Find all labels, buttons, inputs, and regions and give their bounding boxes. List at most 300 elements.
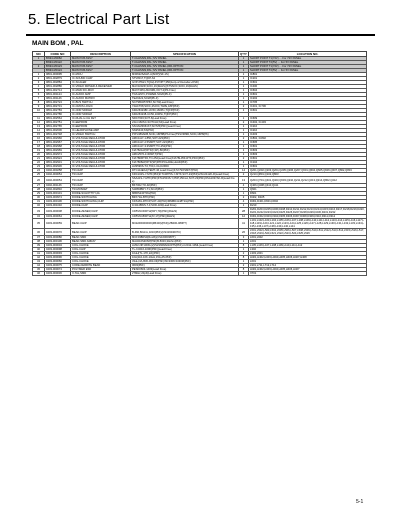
cell-no: 11 <box>33 117 45 121</box>
cell-specification: CD5V6C800TH(AY,17)(PbF)(RoHS) <box>131 215 239 219</box>
cell-specification: KIA7821AP,RTF(F,SP)-80(PbF) <box>131 149 239 153</box>
cell-specification: 10uH(TL-17K,2A)(PbF) <box>131 252 239 256</box>
cell-description: IC-CDR SDRAM <box>71 113 131 117</box>
cell-specification: MAX7445,HSC9M1,OCT-2(Pb-Free) <box>131 89 239 93</box>
cell-no: 8 <box>33 101 45 105</box>
cell-qty: 1 <box>239 65 249 69</box>
cell-no: 1 <box>33 73 45 77</box>
cell-qty: 1 <box>239 89 249 93</box>
cell-location: L101,L102,L103,L104,L105,L106,L107,L108,L109,L110,L111,L112,L113,L114,L115,L116,L117,L118,L119,L120,L121,L122,L123,L124,L125,L126,L127,L128,L129,L130,L131,L132,L133,L134,L135,L136,L137,L138,L139,L140,L141 <box>249 219 367 229</box>
cell-qty: 1 <box>239 204 249 208</box>
cell-qty: 13 <box>239 177 249 184</box>
cell-no: 43 <box>33 260 45 264</box>
cell-code-no: 0403-000070 <box>45 229 71 236</box>
cell-description: MAIN PCB ASSY <box>71 57 131 61</box>
cell-specification: MCE00D000030(ZB400)(PbF)(ZB400-080PT) <box>131 219 239 229</box>
page-number: 5-1 <box>356 499 364 505</box>
cell-qty: 1 <box>239 109 249 113</box>
cell-qty: 2 <box>239 121 249 125</box>
cell-description: BEAD-SMD ARRAY <box>71 240 131 244</box>
cell-description: IC-VIDEO SWITCH <box>71 133 131 137</box>
cell-code-no: 0801-001124 <box>45 93 71 97</box>
cell-no: 44 <box>33 264 45 268</box>
cell-location: IC603 <box>249 149 367 153</box>
cell-qty: 1 <box>239 192 249 196</box>
cell-specification: 24LC160SC-SOTCLR,64(Lead Free) <box>131 121 239 125</box>
cell-no: 39 <box>33 244 45 248</box>
cell-location: L601,L602 <box>249 236 367 240</box>
cell-description: IC-VOLTAGE REGULATOR <box>71 149 131 153</box>
cell-code-no: 0801-002884 <box>45 81 71 85</box>
cell-qty: 2 <box>239 105 249 109</box>
cell-location: L501,L502,L503,L504,L505,L506,L507,L508,L509,L510,L511,L512,L513,L514,L515,L516,L517,L518,L519,L520,L521,L522,L523,L524,L525,L526 <box>249 229 367 236</box>
cell-no: 23 <box>33 165 45 169</box>
cell-qty: 8 <box>239 244 249 248</box>
cell-specification: 74HCT08,SOIC,2SOIC,TAPE,18P(PbF) <box>131 105 239 109</box>
cell-code-no: 0403-000093 <box>45 252 71 256</box>
cell-description: IC-HEADPHONE AMP <box>71 129 131 133</box>
cell-code-no: BN94-M0124 <box>45 69 71 73</box>
cell-location: D301,D401,D601,D602 <box>249 200 367 204</box>
cell-code-no: 0403-000080 <box>45 236 71 240</box>
cell-no: 1 <box>33 57 45 61</box>
header-location-no: LOCATION NO. <box>249 52 367 57</box>
cell-code-no: 0801-002931 <box>45 161 71 165</box>
cell-specification: KIA7808AP,RTF(SP)RTFPOLADE,LEAD(PbF) <box>131 161 239 165</box>
cell-qty: 1 <box>239 97 249 101</box>
cell-qty: 1 <box>239 141 249 145</box>
cell-location: H401,H402,H403,H404,H405,H406,H407,H408 <box>249 256 367 260</box>
cell-qty: 26 <box>239 229 249 236</box>
cell-code-no: 0801-002751 <box>45 121 71 125</box>
cell-qty: 1 <box>239 129 249 133</box>
cell-description: DIODE-CHIP <box>71 204 131 208</box>
cell-location: IC603 <box>249 153 367 157</box>
cell-location: IC402, IC403 <box>249 121 367 125</box>
cell-specification: AMC1117-2.5SMPT,SOT-223(PbF) <box>131 141 239 145</box>
cell-description: MAIN PCB ASSY <box>71 61 131 65</box>
cell-location: IC601 <box>249 165 367 169</box>
cell-specification: 0603(PbF) <box>131 264 239 268</box>
cell-description: COIL-CHOKE <box>71 260 131 264</box>
cell-specification: K4D263238-UC50,100Pin,TQFP(PbF) <box>131 113 239 117</box>
cell-code-no: 0801-002748 <box>45 133 71 137</box>
cell-specification: MCF03B0S0(RoHS)(CS16060387T) <box>131 236 239 240</box>
cell-code-no: 0402-000054 <box>45 177 71 184</box>
cell-description: TR-CHIP <box>71 173 131 177</box>
parts-table-body <box>33 57 367 276</box>
cell-no: 15 <box>33 133 45 137</box>
cell-qty: 1 <box>239 61 249 65</box>
cell-location: H401,H402,H403,H404,H405,H406,H407 <box>249 268 367 272</box>
cell-specification: NC7SB3257P6X,SC70(Lead Free) <box>131 101 239 105</box>
cell-code-no: 0402-000054 <box>45 173 71 177</box>
cell-specification: GVP-PW21,TQG(LP-POP?,350(1en)+V-Decoder+OSD) <box>131 81 239 85</box>
cell-no: 22 <box>33 161 45 165</box>
cell-description: IC-SCALER <box>71 81 131 85</box>
cell-no: 42 <box>33 256 45 260</box>
cell-specification: KIA78DRTPA,TO-252(Lead Free)KIA78L05F-RTF,PDO(PbF) <box>131 157 239 161</box>
cell-specification: K4D263238F-UC50,160Pin,TQFP(PbF) <box>131 109 239 113</box>
cell-description: DIODE-SWITCHING,CHIP <box>71 200 131 204</box>
cell-description: TR-CHIP <box>71 177 131 184</box>
cell-qty: 1 <box>239 161 249 165</box>
header-qty: Q'TY <box>240 51 247 56</box>
cell-description: POLYMER ESD <box>71 268 131 272</box>
cell-no: 19 <box>33 149 45 153</box>
cell-no: 6 <box>33 93 45 97</box>
cell-no: 20 <box>33 153 45 157</box>
cell-code-no: 0403-000066 <box>45 260 71 264</box>
cell-description: BEAD-CHIP <box>71 219 131 229</box>
cell-specification: LM2596S-T.0,T60,1.0A,D2PAK <box>131 165 239 169</box>
title-rule <box>26 34 375 36</box>
cell-description: COIL-CHOKE <box>71 244 131 248</box>
cell-code-no: 0403-000131 <box>45 192 71 196</box>
cell-location: IC202 <box>249 97 367 101</box>
cell-code-no: 0801-002969 <box>45 149 71 153</box>
cell-specification: PIXV389ADB,SOIC,16P8B(Pb-Free)TSSV389D,SOIC,16P8(Pb) <box>131 133 239 137</box>
cell-location: IC609 <box>249 117 367 121</box>
cell-qty: 1 <box>239 117 249 121</box>
cell-specification: B-460,80ohm,3216(PbF)(CS31604007C) <box>131 229 239 236</box>
cell-specification: BK7002,TO-92(PbF) <box>131 184 239 188</box>
cell-specification: T-CHASSIS,PAL,72V PANEL <box>131 61 239 65</box>
cell-location: IC802, IC802 <box>249 137 367 141</box>
cell-location: Q203,Q701,Q401,Q403,Q603,Q210,Q211,Q212,Q213,Q214,Q802,Q412 <box>249 177 367 184</box>
cell-qty: 1 <box>239 125 249 129</box>
cell-location: L302 <box>249 248 367 252</box>
cell-description: IC-EEPROM <box>71 121 131 125</box>
cell-specification: KRC102S-Y-MTF(PbF)KTC3875S-Y-MTK,SOT-23(PbF)/2SC2412K-R(Lead Free) <box>131 173 239 177</box>
cell-location: L105,L106,L107,L108,L109,L110,L111,L112 <box>249 244 367 248</box>
cell-qty: 1 <box>239 69 249 73</box>
cell-code-no: 0403-000004 <box>45 244 71 248</box>
cell-code-no: 0801-002564 <box>45 117 71 121</box>
cell-location: IC604 <box>249 89 367 93</box>
cell-code-no: BN94-M0122 <box>45 61 71 65</box>
cell-no: 18 <box>33 145 45 149</box>
cell-specification: M30622SAGP-A(SOP)(SF-1S) <box>131 73 239 77</box>
cell-qty: 1 <box>239 85 249 89</box>
cell-location: X701 <box>249 272 367 276</box>
cell-qty: 1 <box>239 149 249 153</box>
cell-specification: MBRS240T3G(PbF) <box>131 192 239 196</box>
cell-no: 45 <box>33 268 45 272</box>
cell-code-no: 0403-001040 <box>45 204 71 208</box>
cell-qty: 1 <box>239 188 249 192</box>
table-row <box>33 208 367 215</box>
cell-specification: SSOAM3661ST,SOT25(PbF)(Lead Free) <box>131 125 239 129</box>
cell-code-no: 0801-000095 <box>45 73 71 77</box>
cell-specification: SSA41S-Y-MTF(PbF)KTA1504S-Y,PNP,150mA,SOT-23(PbF)/2SA1037AK-R(Lead Free) <box>131 177 239 184</box>
cell-qty: 1 <box>239 153 249 157</box>
cell-description: IC-MICU <box>71 73 131 77</box>
cell-specification: AMC2576-3.3DSP,T(PbF) <box>131 153 239 157</box>
cell-code-no: 0801-002974 <box>45 153 71 157</box>
cell-location: L601 <box>249 240 367 244</box>
cell-description: DIODE-SWITCHING <box>71 196 131 200</box>
cell-description: MAIN PCB ASSY <box>71 65 131 69</box>
cell-qty: 8 <box>239 256 249 260</box>
cell-qty: 1 <box>239 165 249 169</box>
cell-description: COIL-CHOKE <box>71 256 131 260</box>
cell-specification: TEA6422,SO28(Pb-F) <box>131 97 239 101</box>
cell-description: IC-VOLTAGE REGULATOR <box>71 145 131 149</box>
cell-qty: 41 <box>239 219 249 229</box>
cell-description: TR-CHIP <box>71 184 131 188</box>
cell-no: 3 <box>33 81 45 85</box>
cell-code-no: 0403-000106 <box>45 240 71 244</box>
cell-qty: 2 <box>239 137 249 141</box>
cell-code-no: 0801-002967 <box>45 141 71 145</box>
cell-location: IC601 <box>249 145 367 149</box>
table-row <box>33 177 367 184</box>
cell-qty: 1 <box>239 133 249 137</box>
cell-no: 28 <box>33 188 45 192</box>
cell-no: 5 <box>33 89 45 93</box>
cell-code-no: 0801-002731 <box>45 105 71 109</box>
cell-specification: LM02-NP100KL(2)/SZ1608A0100TS(PbF)-C2012-10ML(Lead Free) <box>131 244 239 248</box>
cell-no: 33 <box>33 208 45 215</box>
cell-location: Q406,Q408,Q410,Q411 <box>249 184 367 188</box>
cell-location: D402, D405 <box>249 196 367 200</box>
cell-description: IC-VIDEO DRIVER & RECEIVER <box>71 85 131 89</box>
cell-qty: 2 <box>239 157 249 161</box>
cell-code-no: 0403-000075 <box>45 264 71 268</box>
cell-description: IC-BUS SWITCH <box>71 101 131 105</box>
cell-description: IC-CDR SDRAM <box>71 109 131 113</box>
cell-no: 7 <box>33 97 45 101</box>
cell-qty: 1 <box>239 57 249 61</box>
cell-qty: 2 <box>239 252 249 256</box>
cell-description: IC-EEPROM <box>71 125 131 129</box>
cell-no: 27 <box>33 184 45 188</box>
cell-no: 38 <box>33 240 45 244</box>
cell-description: COIL-CHIP <box>71 248 131 252</box>
cell-location: L601 <box>249 260 367 264</box>
cell-description: DIODE-ZENER,CHIP <box>71 208 131 215</box>
cell-description: IC-VOLTAGE REGULATOR <box>71 157 131 161</box>
cell-location: IC201 <box>249 77 367 81</box>
cell-description: IC-VOLTAGE REGULATOR <box>71 153 131 157</box>
cell-location: L901,L711,L712,L714 <box>249 264 367 268</box>
cell-qty: 1 <box>239 93 249 97</box>
cell-code-no: 0403-000036 <box>45 272 71 276</box>
cell-specification: SI4953BDY-T1,SO-8(PbF) <box>131 188 239 192</box>
cell-specification: 1N4148WS-7-F,SOD-323(Lead Free) <box>131 204 239 208</box>
cell-location: IC705 <box>249 101 367 105</box>
cell-description: IC-VOLTAGE REGULATOR <box>71 137 131 141</box>
cell-code-no: 0403-000059 <box>45 219 71 229</box>
cell-no: 34 <box>33 215 45 219</box>
cell-specification: NDC7003,SOT-6(Lead Free) <box>131 117 239 121</box>
cell-qty: 1 <box>239 248 249 252</box>
cell-location: D210 <box>249 204 367 208</box>
cell-specification: BZX71H-BTK(PbF) <box>131 196 239 200</box>
cell-specification: TL-C3216-100K(PbF)(Lead Free) <box>131 248 239 252</box>
cell-code-no: 0801-002783 <box>45 109 71 113</box>
cell-description: IC-MAIN DC-MUX <box>71 89 131 93</box>
cell-no: 17 <box>33 141 45 145</box>
cell-qty: 1 <box>239 77 249 81</box>
cell-code-no: 0801-002879 <box>45 77 71 81</box>
parts-table <box>32 51 367 276</box>
header-specification: SPECIFICATION <box>131 52 239 57</box>
cell-no: 25 <box>33 173 45 177</box>
cell-location: Q201,Q202,Q203,Q204,Q205,Q206,Q207,Q601,Q604,Q605,Q606,Q607,Q802,Q803 <box>249 169 367 173</box>
cell-no: 2 <box>33 77 45 81</box>
cell-no: 35 <box>33 219 45 229</box>
cell-specification: T-CHASSIS,PAL,72V PANEL <box>131 57 239 61</box>
cell-no: 41 <box>33 252 45 256</box>
cell-location: IC210 <box>249 129 367 133</box>
cell-description: CORE-FERRITE BEAD <box>71 264 131 268</box>
cell-specification: KDS181-RTK/P,SOT-23(PbF)/MMBD4148T1G(PbF) <box>131 200 239 204</box>
cell-description: DIODE-SCHOTTKY,2A <box>71 192 131 196</box>
cell-code-no: 0801-002724 <box>45 101 71 105</box>
cell-specification: SN2544F,SS(PbF) <box>131 129 239 133</box>
cell-code-no: 0801-002924 <box>45 157 71 161</box>
cell-qty: 1 <box>239 240 249 244</box>
cell-code-no: BN94-M0082 <box>45 57 71 61</box>
cell-qty: 3 <box>239 236 249 240</box>
cell-qty: 4 <box>239 184 249 188</box>
cell-description: IC-VOLTAGE REGULATOR <box>71 141 131 145</box>
cell-no: 37 <box>33 236 45 240</box>
cell-location: D301,D302,D303,D304,D305,D306,D307,D308,D309,D310,D311,D312 <box>249 215 367 219</box>
cell-specification: MAX3232R,SOIC,16(RoHS)(STSSOC,SOIC,16(RoHS) <box>131 85 239 89</box>
cell-location: Q210,Q801,Q102,Q803 <box>249 173 367 177</box>
cell-code-no: BN94-M0123 <box>45 65 71 69</box>
cell-specification: MA3216S30SP(PbF)B-5003,30ohm(PbF) <box>131 240 239 244</box>
cell-location: IC601 <box>249 93 367 97</box>
cell-location: IC605 <box>249 141 367 145</box>
page-title: 5. Electrical Part List <box>28 11 170 28</box>
cell-no: 40 <box>33 248 45 252</box>
cell-description: IC-AUDIO MATRIX <box>71 97 131 101</box>
cell-description: IC-CMOS LOGIC <box>71 105 131 109</box>
cell-no: 16 <box>33 137 45 141</box>
cell-specification: T-CHASSIS,PAL,72V PANEL,IRR-OPTION <box>131 69 239 73</box>
cell-description: DIODE-ZENER,CHIP <box>71 215 131 219</box>
cell-qty: 4 <box>239 200 249 204</box>
cell-specification: PESD0603-1403(Lead Free) <box>131 268 239 272</box>
cell-location: SHORT POINT T1(72V) ... For 72V PANEL <box>249 65 367 69</box>
cell-no: 9 <box>33 105 45 109</box>
cell-code-no: 0801-002966 <box>45 137 71 141</box>
cell-location: SHORT POINT T2(5V) ... For 5V PANEL <box>249 61 367 65</box>
cell-code-no: 0403-000974 <box>45 196 71 200</box>
cell-code-no: 0403-000064 <box>45 215 71 219</box>
cell-code-no: 0403-000074 <box>45 268 71 272</box>
cell-specification: STV8017,TQFP-64 <box>131 77 239 81</box>
cell-description: IC-VOLTAGE REGULATOR <box>71 161 131 165</box>
table-row <box>33 219 367 229</box>
cell-qty: 1 <box>239 73 249 77</box>
cell-location: IC401, IC706 <box>249 105 367 109</box>
cell-no: 4 <box>33 85 45 89</box>
cell-location: D601 <box>249 192 367 196</box>
cell-location: IC104 <box>249 161 367 165</box>
cell-qty: 1 <box>239 101 249 105</box>
cell-no: 10 <box>33 109 45 113</box>
header-description: DESCRIPTION <box>71 52 131 57</box>
cell-description: TR-CHIP <box>71 169 131 173</box>
cell-code-no: 0402-000258 <box>45 169 71 173</box>
cell-location: SHORT POINT T2(5V) ... For 5V PANEL <box>249 69 367 73</box>
cell-qty: 2 <box>239 173 249 177</box>
cell-qty: 1 <box>239 145 249 149</box>
cell-code-no: 0403-000106 <box>45 200 71 204</box>
cell-no: 13 <box>33 125 45 129</box>
cell-no: 30 <box>33 196 45 200</box>
cell-code-no: 0801-001146 <box>45 97 71 101</box>
cell-qty: 1 <box>239 272 249 276</box>
cell-description: IC-SOUND CHIP <box>71 77 131 81</box>
cell-location: IC801 <box>249 73 367 77</box>
cell-location: D201,D203,D205,D206,D208,D210,D211,D212,D213,D214,D215,D216,D217,D218,D219,D220,D221,D222,D223,D224,D225,D226,D227,D228,D229,D230,D231,D232 <box>250 208 365 214</box>
cell-description: TR-MOSFET <box>71 188 131 192</box>
cell-qty: 1 <box>239 81 249 85</box>
cell-location: SHORT POINT T1(72V) ... For 72V PANEL <box>249 57 367 61</box>
cell-no: 24 <box>33 169 45 173</box>
cell-code-no: 0801-002714 <box>45 89 71 93</box>
cell-location: IC601 <box>249 81 367 85</box>
table-row <box>33 272 367 276</box>
cell-no: 31 <box>33 200 45 204</box>
cell-qty: 2 <box>239 196 249 200</box>
cell-location: IC601 <box>249 109 367 113</box>
cell-description: MAIN PCB ASSY <box>71 69 131 73</box>
cell-qty: 1 <box>239 260 249 264</box>
cell-specification: AMC1117-3.3SMPT,TO-252(PbF) <box>131 145 239 149</box>
cell-no: 12 <box>33 121 45 125</box>
cell-location: IC601 <box>249 157 367 161</box>
cell-code-no: 0801-002765 <box>45 125 71 129</box>
header-code-no: CODE NO <box>45 52 71 57</box>
cell-location: IC400 <box>249 85 367 89</box>
cell-description: IC-AUDIO AMP <box>71 93 131 97</box>
cell-code-no: 0403-000098 <box>45 248 71 252</box>
cell-qty: 28 <box>239 208 249 215</box>
cell-no: 26 <box>33 177 45 184</box>
section-subtitle: MAIN BOM , PAL <box>32 40 84 47</box>
cell-description: IC-DUAL H-CH FET <box>71 117 131 121</box>
cell-qty: 8 <box>239 268 249 272</box>
cell-code-no: 0801-002606 <box>45 129 71 133</box>
cell-code-no: 0403-000008 <box>45 208 71 215</box>
cell-description: BEAD-SMD <box>71 236 131 240</box>
cell-no: 21 <box>33 157 45 161</box>
cell-location: Q601 <box>249 188 367 192</box>
cell-code-no: 0402-001146 <box>45 184 71 188</box>
cell-qty: 14 <box>239 169 249 173</box>
table-row <box>33 229 367 236</box>
cell-specification: T-CHASSIS,PAL,72V PANEL,IRR-OPTION <box>131 65 239 69</box>
cell-description: BEAD-CHIP <box>71 229 131 236</box>
cell-description: IC-VOLTAGE REGULATOR <box>71 165 131 169</box>
cell-code-no: 0402-002840 <box>45 188 71 192</box>
cell-qty: 12 <box>239 215 249 219</box>
cell-code-no: 0801-002936 <box>45 165 71 169</box>
cell-specification: 27MHz,20pF(Lead Free) <box>131 272 239 276</box>
cell-code-no: 0403-000096 <box>45 256 71 260</box>
cell-no: 29 <box>33 192 45 196</box>
cell-location: L303,L601 <box>249 252 367 256</box>
cell-code-no: 0801-002968 <box>45 145 71 149</box>
cell-code-no: 0801-002886 <box>45 85 71 89</box>
